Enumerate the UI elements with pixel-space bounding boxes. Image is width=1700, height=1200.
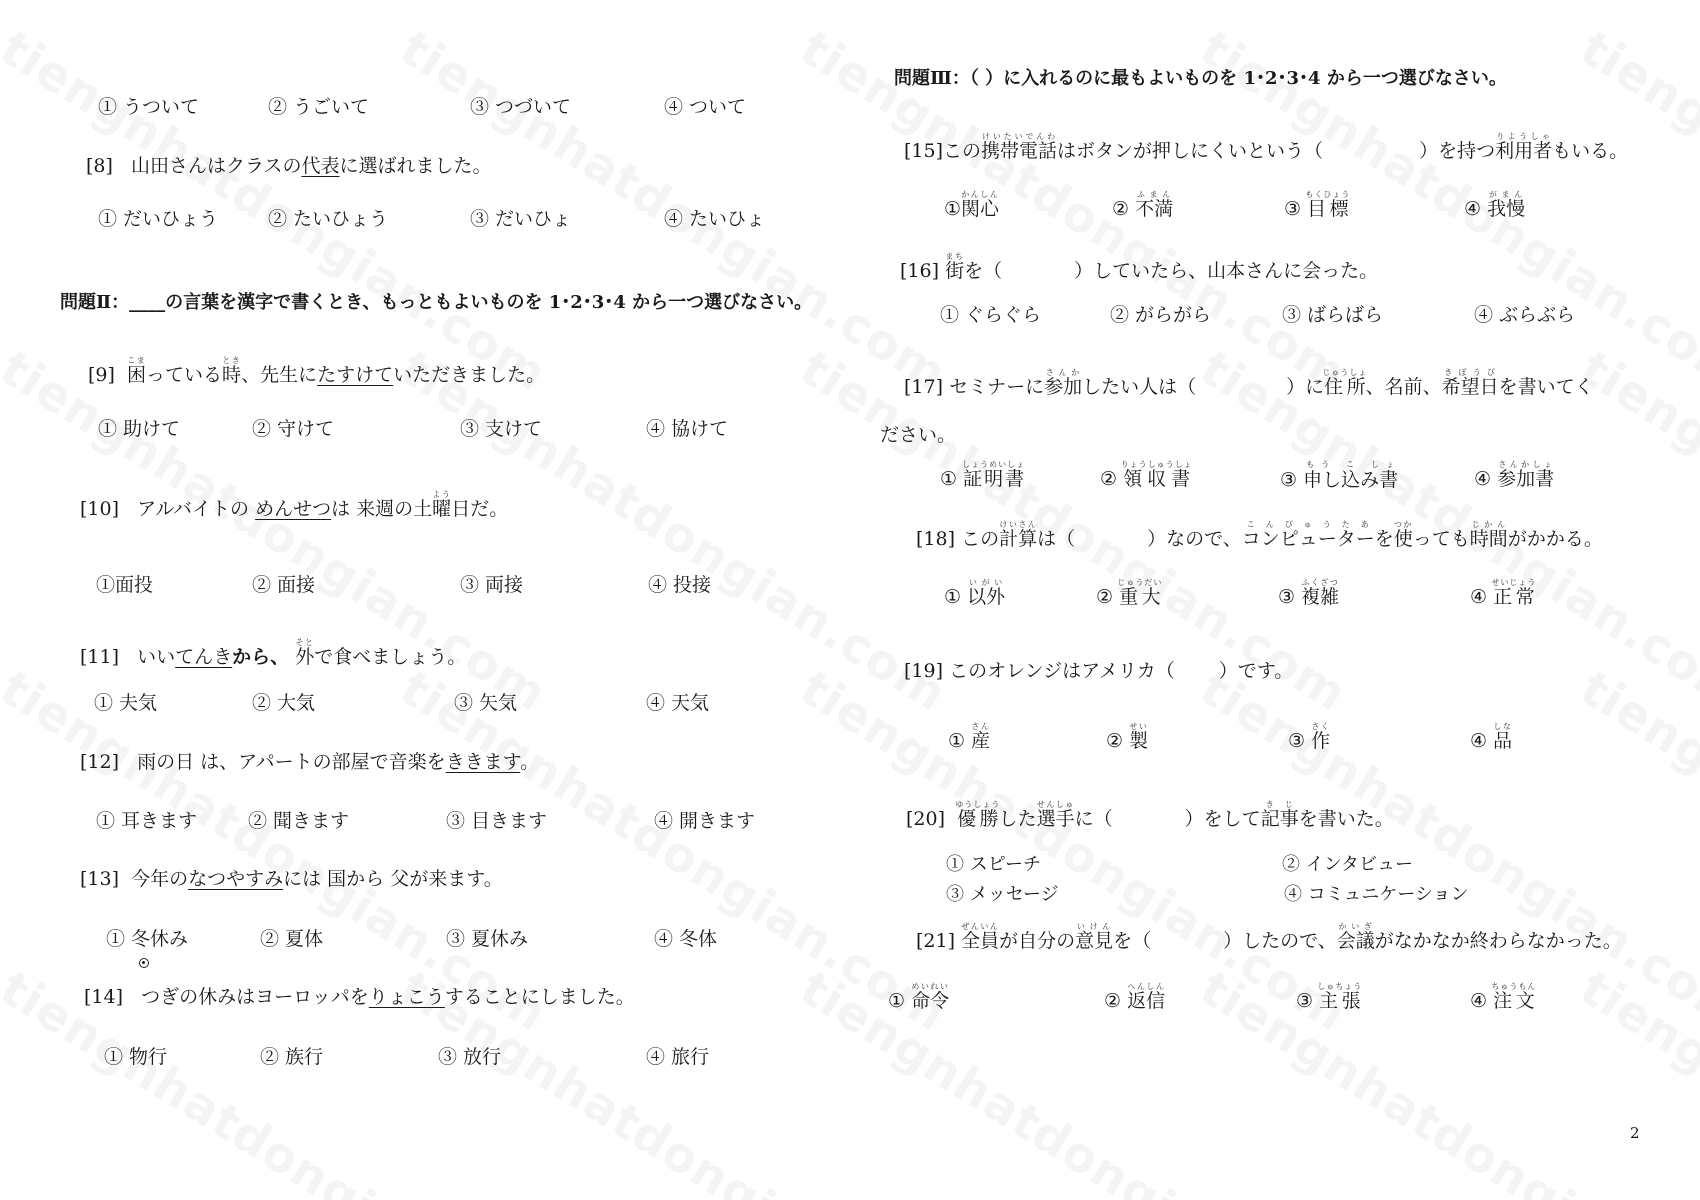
option-2[interactable]: ② 返信へんしん	[1104, 982, 1166, 1012]
target-word: 代表	[301, 155, 340, 177]
question-number: [13]	[80, 868, 120, 890]
option-2[interactable]: ② うごいて	[268, 96, 370, 118]
option-3[interactable]: ③ 申し込み書もう こ しょ	[1280, 460, 1399, 491]
option-3[interactable]: ③ 作さく	[1288, 722, 1331, 752]
option-4[interactable]: ④ 開きます	[654, 810, 756, 832]
question-number: [21]	[916, 930, 956, 952]
option-1[interactable]: ① スピーチ	[946, 854, 1042, 875]
question-10: [10] アルバイトの めんせつは 来週の土曜よう日だ。	[80, 490, 509, 520]
question-18: [18] この計算けいさんは（ ）なので、コンピューターこんぴゅうたあを使つかっても時間じかんがかかる。	[916, 520, 1603, 550]
option-4[interactable]: ④ 正常せいじょう	[1470, 578, 1537, 608]
option-4[interactable]: ④ 投接	[648, 574, 712, 596]
question-12: [12] 雨の日 は、アパートの部屋で音楽をききます。	[80, 751, 540, 773]
option-4[interactable]: ④ 我慢がまん	[1464, 190, 1526, 220]
option-4[interactable]: ④ 参加書さんかしょ	[1474, 460, 1555, 490]
option-3[interactable]: ③ 目標もくひょう	[1284, 190, 1351, 220]
question-number: [17]	[904, 376, 944, 398]
option-1[interactable]: ① うついて	[98, 96, 200, 118]
question-11: [11] いいてんきから、 外そとで食べましょう。	[80, 638, 467, 668]
option-3[interactable]: ③ 矢気	[454, 692, 518, 714]
question-number: [8]	[86, 155, 113, 177]
ruby-word: 全員ぜんいん	[961, 922, 1000, 952]
watermark	[1570, 660, 1700, 1043]
watermark	[1570, 20, 1700, 403]
ruby-word: 曜よう	[432, 490, 452, 520]
option-2[interactable]: ② 守けて	[252, 418, 335, 440]
option-3[interactable]: ③ 放行	[438, 1046, 502, 1068]
question-8	[86, 151, 492, 178]
question-16: [16] 街まちを（ ）していたら、山本さんに会った。	[900, 252, 1379, 282]
option-1[interactable]: ① ぐらぐら	[940, 304, 1042, 326]
question-number: [16]	[900, 260, 940, 282]
option-3[interactable]: ③ 夏休み	[446, 928, 529, 950]
question-19: [19] このオレンジはアメリカ（ ）です。	[904, 660, 1294, 682]
option-3[interactable]: ③ だいひょ	[470, 208, 572, 230]
target-word: てんき	[175, 646, 233, 668]
option-2[interactable]: ② 面接	[252, 574, 316, 596]
question-13: [13] 今年のなつやすみには 国から 父が来ます。	[80, 868, 503, 890]
ruby-word: コンピューターこんぴゅうたあ	[1241, 520, 1375, 550]
option-4[interactable]: ④ ついて	[664, 96, 747, 118]
ruby-word: 時とき	[222, 356, 242, 386]
option-1[interactable]: ① だいひょう	[98, 208, 219, 230]
ruby-word: 時間じかん	[1469, 520, 1508, 550]
section-3-title: 問題Ⅲ：（ ）に入れるのに最もよいものを 1･2･3･4 から一つ選びなさい。	[894, 68, 1507, 89]
question-number: [20]	[906, 808, 946, 830]
option-4[interactable]: ④ 注文ちゅうもん	[1470, 982, 1537, 1012]
option-4[interactable]: ④ ぶらぶら	[1474, 304, 1576, 326]
question-text: 山田さんはクラスの	[131, 155, 302, 177]
watermark	[1190, 660, 1700, 1043]
option-1[interactable]: ① 夫気	[94, 692, 158, 714]
target-word: りょこう	[368, 986, 445, 1008]
target-word: ききます	[445, 751, 521, 773]
question-number: [12]	[80, 751, 120, 773]
option-1[interactable]: ① 助けて	[98, 418, 181, 440]
watermark	[390, 340, 956, 723]
question-9: [9] 困こまっている時とき、先生にたすけていただきました。	[88, 356, 546, 386]
ruby-word: 選手せんしゅ	[1036, 800, 1075, 830]
question-17: [17] セミナーに参加さんかしたい人は（ ）に住所じゅうしょ、名前、希望日きぼうびを書いてく	[904, 368, 1594, 398]
option-1[interactable]: ① 産さん	[948, 722, 991, 752]
option-3[interactable]: ③ 両接	[460, 574, 524, 596]
question-15: [15]この携帯電話けいたいでんわはボタンが押しにくいという（ ）を持つ利用者りようしゃもいる。	[904, 132, 1629, 162]
option-2[interactable]: ② 領収書りょうしゅうしょ	[1100, 460, 1193, 490]
option-4[interactable]: ④ 旅行	[646, 1046, 710, 1068]
ruby-word: 希望日きぼうび	[1441, 368, 1499, 398]
option-3[interactable]: ③ 目きます	[446, 810, 548, 832]
ruby-word: 街まち	[945, 252, 965, 282]
option-3[interactable]: ③ 支けて	[460, 418, 543, 440]
target-word: たすけて	[317, 364, 394, 386]
ruby-word: 住所じゅうしょ	[1322, 368, 1368, 398]
option-2[interactable]: ② 聞きます	[248, 810, 350, 832]
option-2[interactable]: ② 不満ふまん	[1112, 190, 1174, 220]
radio-cursor-icon	[139, 958, 149, 968]
ruby-word: 困こま	[127, 356, 147, 386]
option-1[interactable]: ① 証明書しょうめいしょ	[940, 460, 1026, 490]
option-3[interactable]: ③ 主張しゅちょう	[1296, 982, 1363, 1012]
option-3[interactable]: ③ 複雑ふくざつ	[1278, 578, 1340, 608]
option-4[interactable]: ④ 品しな	[1470, 722, 1513, 752]
ruby-word: 外そと	[295, 638, 315, 668]
watermark	[790, 960, 1356, 1200]
option-3[interactable]: ③ ばらばら	[1282, 304, 1384, 326]
watermark	[1570, 960, 1700, 1200]
option-3[interactable]: ③ メッセージ	[946, 884, 1059, 905]
watermark	[790, 660, 1356, 1043]
option-4[interactable]: ④ 冬体	[654, 928, 718, 950]
option-2[interactable]: ② 夏体	[260, 928, 324, 950]
page-number: 2	[1630, 1124, 1640, 1142]
option-2[interactable]: ② 重大じゅうだい	[1096, 578, 1163, 608]
target-word: なつやすみ	[188, 868, 284, 890]
option-1[interactable]: ① 以外いがい	[944, 578, 1006, 608]
question-text: に選ばれました。	[339, 155, 492, 177]
ruby-word: 優勝ゆうしょう	[955, 800, 1001, 830]
question-20: [20] 優勝ゆうしょうした選手せんしゅに（ ）をして記事きじを書いた。	[906, 800, 1394, 830]
question-number: [9]	[88, 364, 115, 386]
option-2[interactable]: ② がらがら	[1110, 304, 1212, 326]
ruby-word: 記事きじ	[1260, 800, 1299, 830]
ruby-word: 意見いけん	[1075, 922, 1114, 952]
question-17-line2: ださい。	[880, 424, 957, 446]
option-1[interactable]: ① 冬休み	[106, 928, 189, 950]
question-number: [19]	[904, 660, 944, 682]
option-4[interactable]: ④ たいひょ	[664, 208, 766, 230]
ruby-word: 使つか	[1393, 520, 1413, 550]
option-1[interactable]: ①関心かんしん	[944, 190, 1000, 220]
option-1[interactable]: ①面投	[96, 574, 154, 596]
option-2[interactable]: ② 族行	[260, 1046, 324, 1068]
question-number: [15]	[904, 140, 944, 162]
target-word: めんせつ	[255, 498, 332, 520]
question-number: [18]	[916, 528, 956, 550]
question-number: [11]	[80, 646, 120, 668]
option-2[interactable]: ② 大気	[252, 692, 316, 714]
question-14: [14] つぎの休みはヨーロッパをりょこうすることにしました。	[84, 986, 635, 1008]
section-2-title: 問題Ⅱ：____の言葉を漢字で書くとき、もっともよいものを 1･2･3･4 から一つ選びなさい。	[60, 292, 813, 313]
option-1[interactable]: ① 命令めいれい	[888, 982, 950, 1012]
option-3[interactable]: ③ つづいて	[470, 96, 572, 118]
question-number: [10]	[80, 498, 120, 520]
question-number: [14]	[84, 986, 124, 1008]
option-1[interactable]: ① 物行	[104, 1046, 168, 1068]
ruby-word: 利用者りようしゃ	[1495, 132, 1553, 162]
ruby-word: 会議かいぎ	[1336, 922, 1375, 952]
ruby-word: 参加さんか	[1044, 368, 1083, 398]
option-1[interactable]: ① 耳きます	[96, 810, 198, 832]
watermark	[1190, 960, 1700, 1200]
option-2[interactable]: ② 製せい	[1106, 722, 1149, 752]
ruby-word: 計算けいさん	[999, 520, 1038, 550]
question-21: [21] 全員ぜんいんが自分の意見いけんを（ ）したので、会議かいぎがなかなか終わらなかった。	[916, 922, 1622, 952]
option-4[interactable]: ④ コミュニケーション	[1284, 884, 1469, 905]
option-2[interactable]: ② インタビュー	[1282, 854, 1414, 875]
ruby-word: 携帯電話けいたいでんわ	[981, 132, 1058, 162]
option-4[interactable]: ④ 天気	[646, 692, 710, 714]
option-2[interactable]: ② たいひょう	[268, 208, 389, 230]
option-4[interactable]: ④ 協けて	[646, 418, 729, 440]
